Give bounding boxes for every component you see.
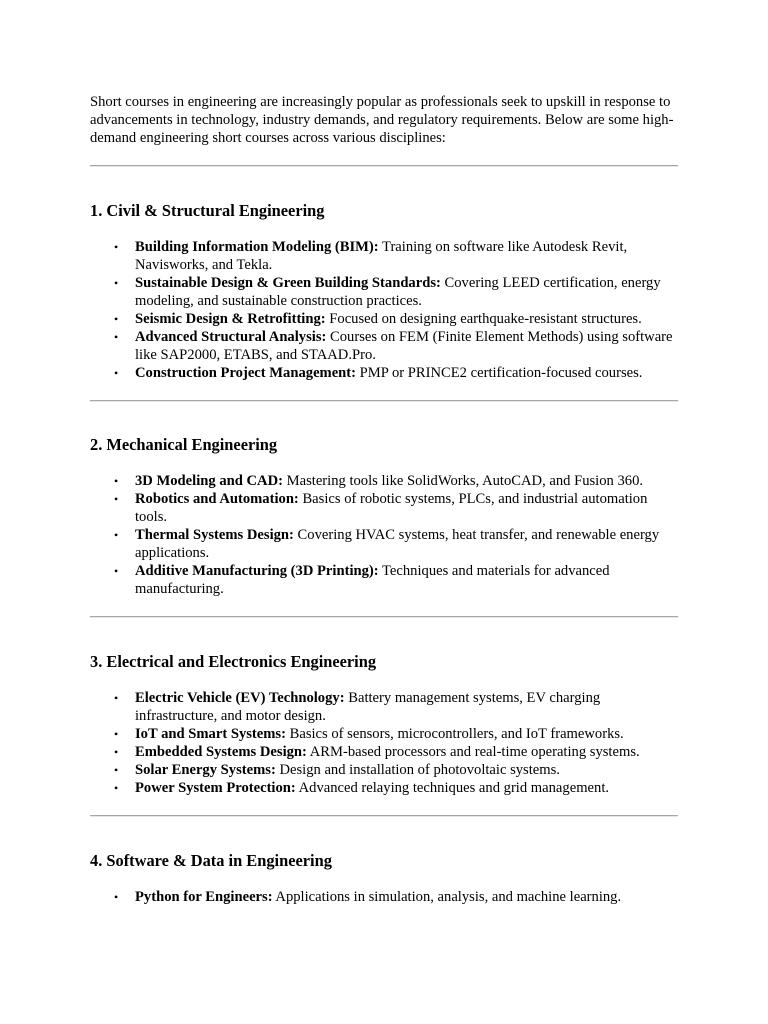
course-desc: Design and installation of photovoltaic systems. <box>275 762 560 778</box>
bullet-icon: • <box>114 474 119 488</box>
course-term: Electric Vehicle (EV) Technology: <box>135 690 345 706</box>
course-desc: Focused on designing earthquake-resistant structures. <box>325 311 642 327</box>
course-desc: Basics of robotic systems, PLCs, and industrial automation tools. <box>135 491 648 525</box>
course-desc: ARM-based processors and real-time operating systems. <box>306 744 640 760</box>
bullet-icon: • <box>114 727 119 741</box>
bullet-icon: • <box>114 781 119 795</box>
bullet-icon: • <box>114 276 119 290</box>
bullet-icon: • <box>114 745 119 759</box>
list-item <box>114 310 678 328</box>
bullet-icon: • <box>114 691 119 705</box>
bullet-icon: • <box>114 366 119 380</box>
bullet-icon: • <box>114 312 119 326</box>
list-item <box>114 562 678 598</box>
list-item <box>114 472 678 490</box>
section-title-electrical: 3. Electrical and Electronics Engineering <box>90 652 377 671</box>
course-term: Embedded Systems Design: <box>135 744 307 760</box>
bullet-icon: • <box>114 564 119 578</box>
list-item <box>114 743 678 761</box>
course-list-civil <box>90 238 678 382</box>
bullet-icon: • <box>114 763 119 777</box>
course-list-electrical <box>90 689 678 797</box>
list-item <box>114 526 678 562</box>
course-desc: Covering LEED certification, energy modeling, and sustainable construction practices. <box>135 275 661 309</box>
list-item <box>114 238 678 274</box>
course-term: IoT and Smart Systems: <box>135 726 286 742</box>
bullet-icon: • <box>114 528 119 542</box>
list-item <box>114 888 678 906</box>
course-term: Seismic Design & Retrofitting: <box>135 311 326 327</box>
bullet-icon: • <box>114 330 119 344</box>
list-item <box>114 725 678 743</box>
list-item <box>114 328 678 364</box>
course-term: Solar Energy Systems: <box>135 762 276 778</box>
list-item <box>114 364 678 382</box>
section-title-civil: 1. Civil & Structural Engineering <box>90 201 325 220</box>
section-title-software: 4. Software & Data in Engineering <box>90 851 332 870</box>
course-term: Thermal Systems Design: <box>135 527 294 543</box>
course-desc: PMP or PRINCE2 certification-focused courses. <box>356 365 643 381</box>
list-item <box>114 779 678 797</box>
course-desc: Mastering tools like SolidWorks, AutoCAD, and Fusion 360. <box>282 473 644 489</box>
course-desc: Applications in simulation, analysis, and machine learning. <box>272 889 622 905</box>
course-desc: Covering HVAC systems, heat transfer, and renewable energy applications. <box>135 527 660 561</box>
course-term: Construction Project Management: <box>135 365 357 381</box>
course-list-software <box>90 888 678 906</box>
course-term: Building Information Modeling (BIM): <box>135 239 379 255</box>
list-item <box>114 274 678 310</box>
course-term: Robotics and Automation: <box>135 491 299 507</box>
course-term: Additive Manufacturing (3D Printing): <box>135 563 379 579</box>
course-list-mechanical <box>90 472 678 598</box>
course-term: Advanced Structural Analysis: <box>135 329 327 345</box>
bullet-icon: • <box>114 492 119 506</box>
course-term: Sustainable Design & Green Building Standards: <box>135 275 441 291</box>
list-item <box>114 761 678 779</box>
course-desc: Courses on FEM (Finite Element Methods) using software like SAP2000, ETABS, and STAAD.Pro. <box>135 329 673 363</box>
list-item <box>114 490 678 526</box>
bullet-icon: • <box>114 240 119 254</box>
intro-paragraph: Short courses in engineering are increasingly popular as professionals seek to upskill in response to advancements in technology, industry demands, and regulatory requirements. Below are some high-demand engineering short courses across various disciplines: <box>90 94 674 146</box>
section-title-mechanical: 2. Mechanical Engineering <box>90 435 278 454</box>
course-desc: Techniques and materials for advanced manufacturing. <box>135 563 610 597</box>
course-desc: Battery management systems, EV charging infrastructure, and motor design. <box>135 690 601 724</box>
course-desc: Training on software like Autodesk Revit, Navisworks, and Tekla. <box>135 239 628 273</box>
document-body <box>90 93 678 906</box>
list-item <box>114 689 678 725</box>
course-desc: Advanced relaying techniques and grid management. <box>295 780 610 796</box>
bullet-icon: • <box>114 890 119 904</box>
course-term: 3D Modeling and CAD: <box>135 473 283 489</box>
course-term: Power System Protection: <box>135 780 296 796</box>
course-desc: Basics of sensors, microcontrollers, and IoT frameworks. <box>285 726 624 742</box>
course-term: Python for Engineers: <box>135 889 273 905</box>
